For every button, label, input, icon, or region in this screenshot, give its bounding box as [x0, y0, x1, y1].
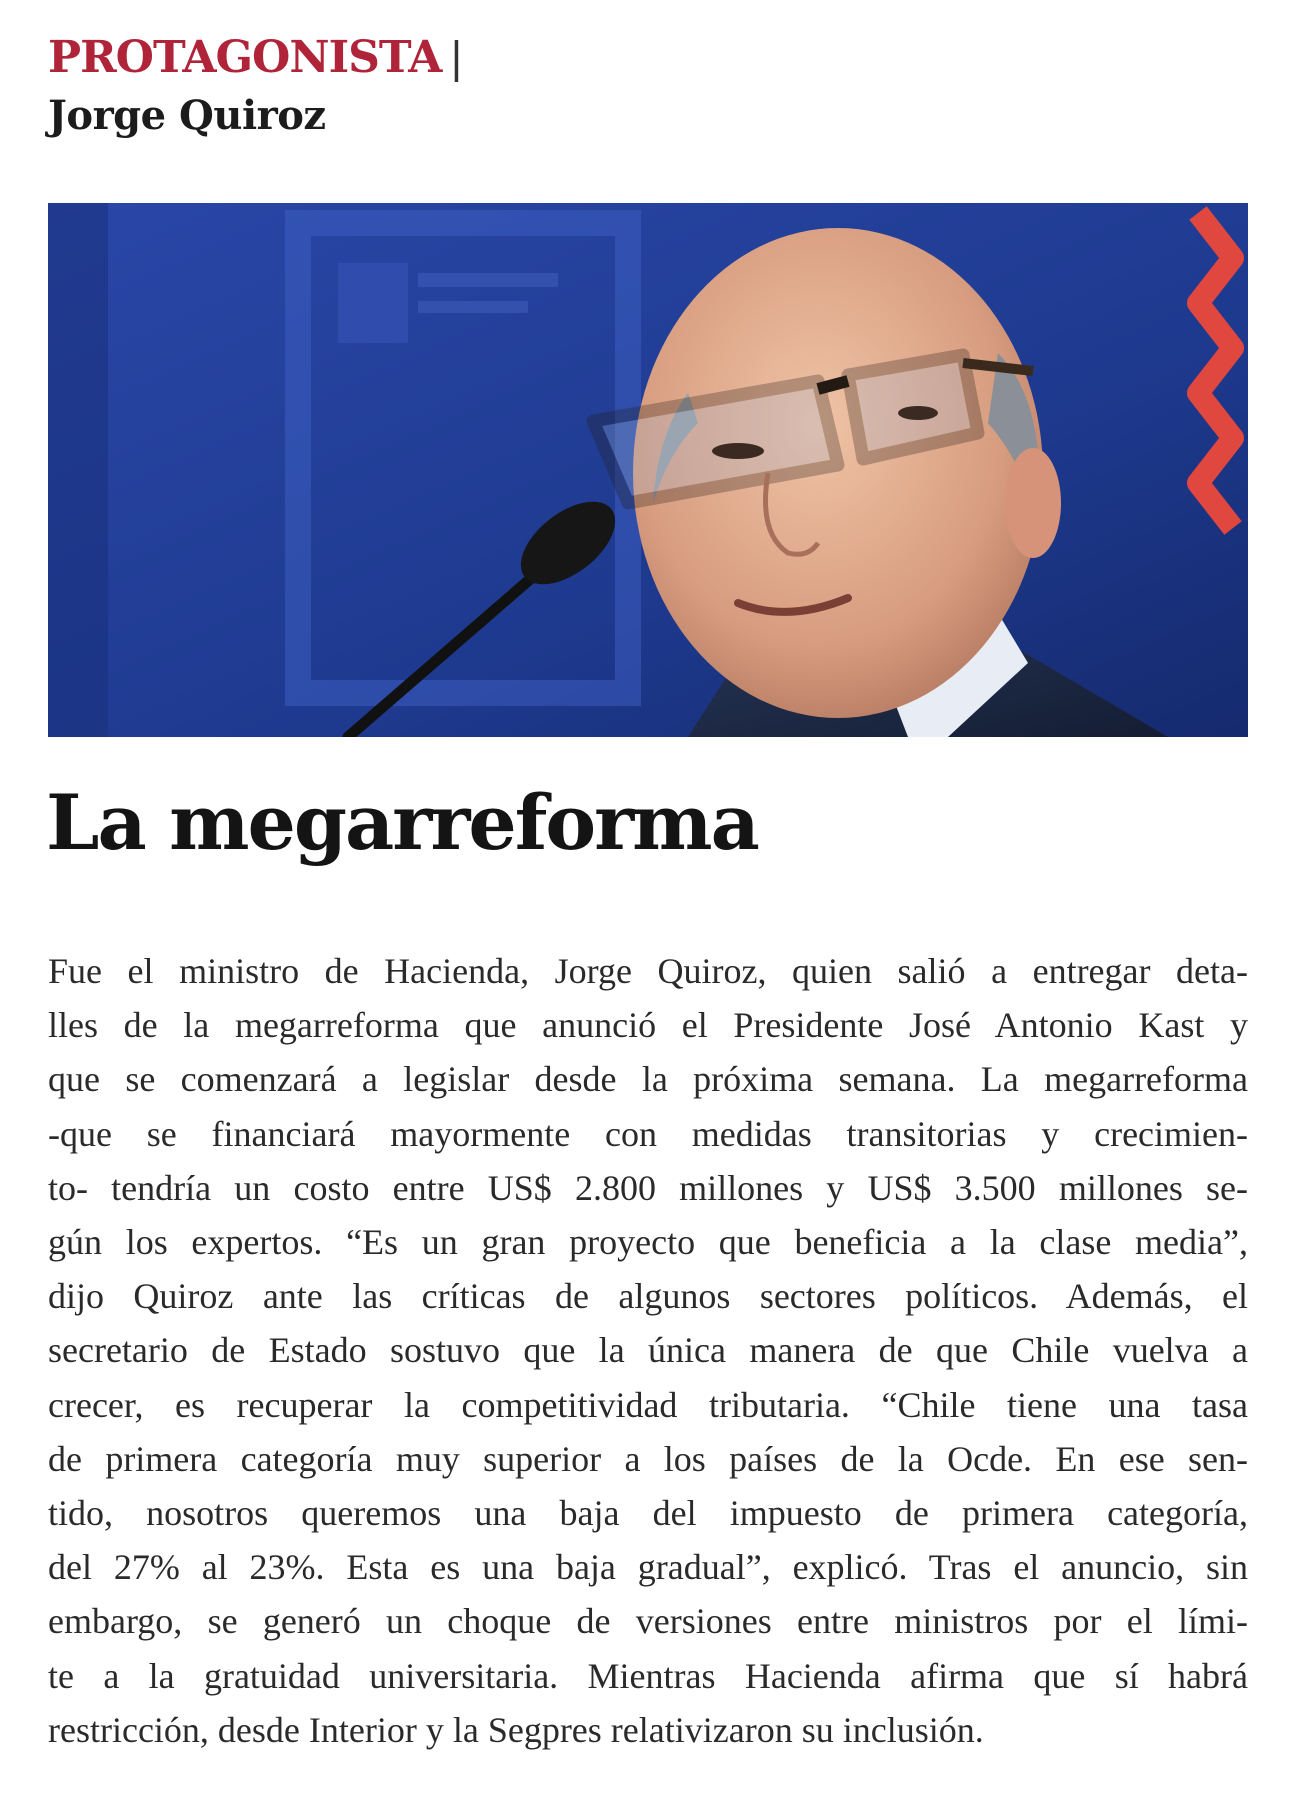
body-line: gún los expertos. “Es un gran proyecto que beneficia a la clase media”, — [48, 1222, 1248, 1263]
body-line: que se comenzará a legislar desde la próxima semana. La megarreforma — [48, 1059, 1248, 1100]
body-line: embargo, se generó un choque de versiones entre ministros por el lími- — [48, 1601, 1248, 1642]
protagonist-name: Jorge Quiroz — [48, 92, 326, 139]
section-separator: | — [449, 33, 464, 82]
section-label: PROTAGONISTA — [48, 32, 442, 83]
body-line: lles de la megarreforma que anunció el Presidente José Antonio Kast y — [48, 1005, 1248, 1046]
body-line: secretario de Estado sostuvo que la única manera de que Chile vuelva a — [48, 1330, 1248, 1371]
section-header — [48, 30, 464, 142]
body-line: te a la gratuidad universitaria. Mientras Hacienda afirma que sí habrá — [48, 1655, 1248, 1696]
article-photo — [48, 203, 1248, 737]
section-label-row — [48, 30, 464, 86]
body-line: de primera categoría muy superior a los países de la Ocde. En ese sen- — [48, 1438, 1248, 1479]
body-line: del 27% al 23%. Esta es una baja gradual”, explicó. Tras el anuncio, sin — [48, 1547, 1248, 1588]
body-line: restricción, desde Interior y la Segpres relativizaron su inclusión. — [48, 1709, 984, 1750]
body-line: -que se financiará mayormente con medidas transitorias y crecimien- — [48, 1113, 1248, 1154]
body-line: tido, nosotros queremos una baja del impuesto de primera categoría, — [48, 1493, 1248, 1534]
article-headline: La megarreforma — [46, 778, 758, 867]
body-line: Fue el ministro de Hacienda, Jorge Quiroz, quien salió a entregar deta- — [48, 951, 1248, 991]
body-line: to- tendría un costo entre US$ 2.800 millones y US$ 3.500 millones se- — [48, 1167, 1248, 1208]
portrait-illustration — [48, 203, 1248, 737]
body-line: dijo Quiroz ante las críticas de algunos sectores políticos. Además, el — [48, 1276, 1248, 1317]
article-body — [48, 944, 1248, 1757]
body-line: crecer, es recuperar la competitividad tributaria. “Chile tiene una tasa — [48, 1384, 1248, 1425]
